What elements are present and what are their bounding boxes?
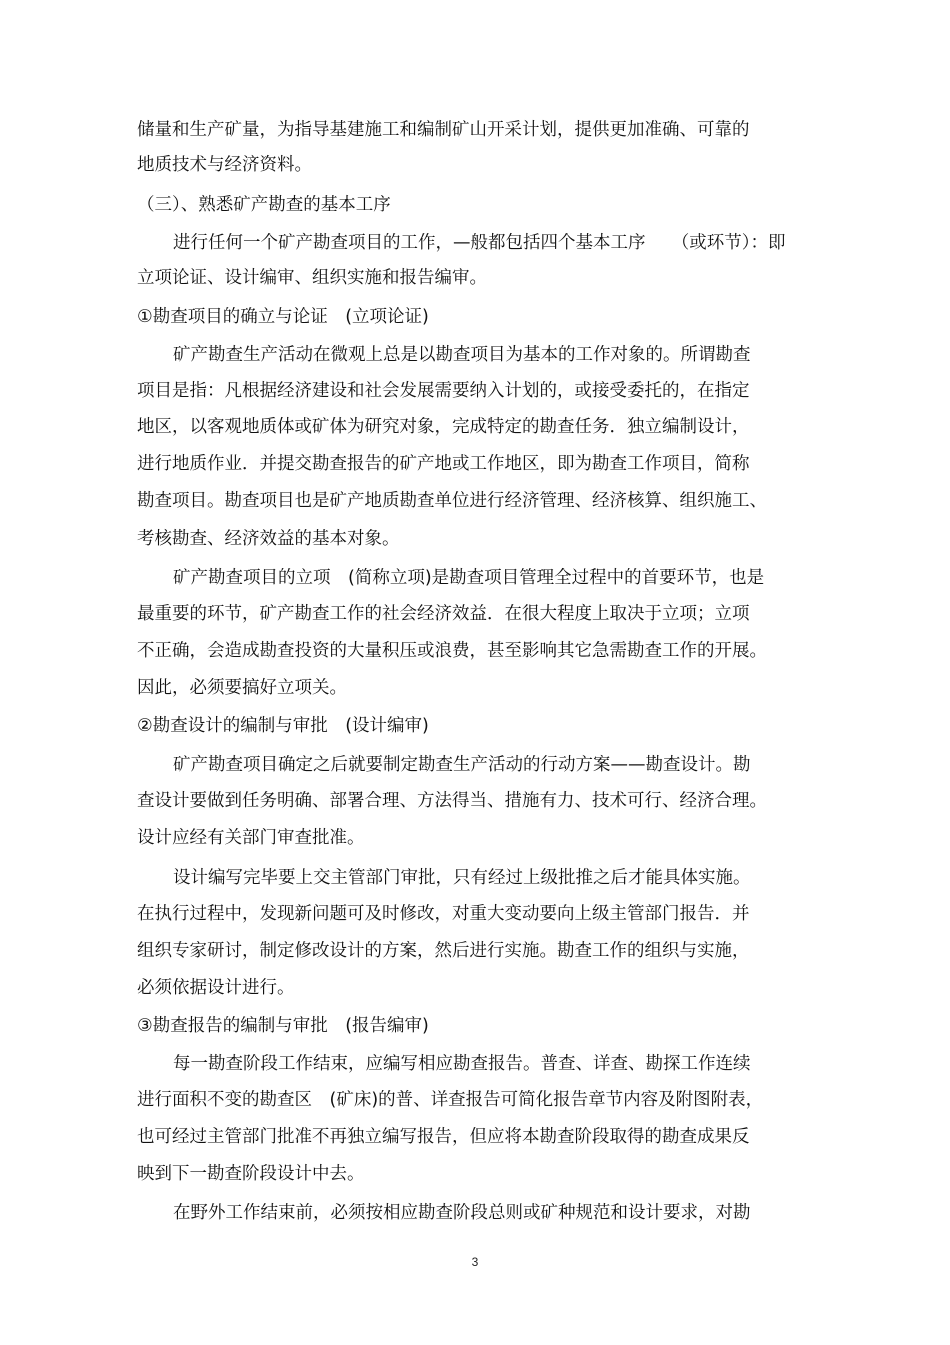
text-line: 地质技术与经济资料。 [137, 155, 312, 175]
paragraph-first-line: 在野外工作结束前，必须按相应勘查阶段总则或矿种规范和设计要求，对勘 [173, 1203, 751, 1223]
text-line: 也可经过主管部门批准不再独立编写报告，但应将本勘查阶段取得的勘查成果反 [137, 1127, 750, 1147]
text-line: 查设计要做到任务明确、部署合理、方法得当、措施有力、技术可行、经济合理。 [137, 791, 767, 811]
text-line: 进行面积不变的勘查区 (矿床)的普、详查报告可简化报告章节内容及附图附表， [137, 1090, 764, 1110]
text-line: 不正确，会造成勘查投资的大量积压或浪费，甚至影响其它急需勘查工作的开展。 [137, 641, 767, 661]
paragraph-first-line: 设计编写完毕要上交主管部门审批，只有经过上级批推之后才能具体实施。 [173, 868, 751, 888]
text-line: 勘查项目。勘查项目也是矿产地质勘查单位进行经济管理、经济核算、组织施工、 [137, 491, 767, 511]
text-line: 项目是指：凡根据经济建设和社会发展需要纳入计划的，或接受委托的，在指定 [137, 381, 750, 401]
page-number: 3 [471, 1255, 479, 1269]
text-line: 最重要的环节，矿产勘查工作的社会经济效益．在很大程度上取决于立项；立项 [137, 604, 750, 624]
text-line: 在执行过程中，发现新问题可及时修改，对重大变动要向上级主管部门报告．并 [137, 904, 750, 924]
text-line: 储量和生产矿量，为指导基建施工和编制矿山开采计划，提供更加准确、可靠的 [137, 120, 750, 140]
text-line: 立项论证、设计编审、组织实施和报告编审。 [137, 268, 487, 288]
paragraph-first-line: 矿产勘查项目确定之后就要制定勘查生产活动的行动方案——勘查设计。勘 [173, 755, 751, 775]
text-line: 组织专家研讨，制定修改设计的方案，然后进行实施。勘查工作的组织与实施， [137, 941, 750, 961]
paragraph-first-line: 进行任何一个矿产勘查项目的工作，—般都包括四个基本工序 （或环节）：即 [173, 233, 786, 253]
text-line: 地区，以客观地质体或矿体为研究对象，完成特定的勘查任务．独立编制设计， [137, 417, 750, 437]
subsection-heading: ①勘查项目的确立与论证 (立项论证) [137, 307, 429, 327]
subsection-heading: ②勘查设计的编制与审批 (设计编审) [137, 716, 429, 736]
text-line: 考核勘查、经济效益的基本对象。 [137, 529, 400, 549]
paragraph-first-line: 矿产勘查生产活动在微观上总是以勘查项目为基本的工作对象的。所谓勘查 [173, 345, 751, 365]
section-heading: （三）、熟悉矿产勘查的基本工序 [137, 195, 391, 215]
subsection-heading: ③勘查报告的编制与审批 (报告编审) [137, 1016, 429, 1036]
text-line: 设计应经有关部门审查批准。 [137, 828, 365, 848]
paragraph-first-line: 矿产勘查项目的立项 (简称立项)是勘查项目管理全过程中的首要环节，也是 [173, 568, 765, 588]
text-line: 因此，必须要搞好立项关。 [137, 678, 347, 698]
text-line: 进行地质作业．并提交勘查报告的矿产地或工作地区，即为勘查工作项目，简称 [137, 454, 750, 474]
text-line: 必须依据设计进行。 [137, 978, 295, 998]
text-line: 映到下一勘查阶段设计中去。 [137, 1164, 365, 1184]
paragraph-first-line: 每一勘查阶段工作结束，应编写相应勘查报告。普查、详查、勘探工作连续 [173, 1054, 751, 1074]
